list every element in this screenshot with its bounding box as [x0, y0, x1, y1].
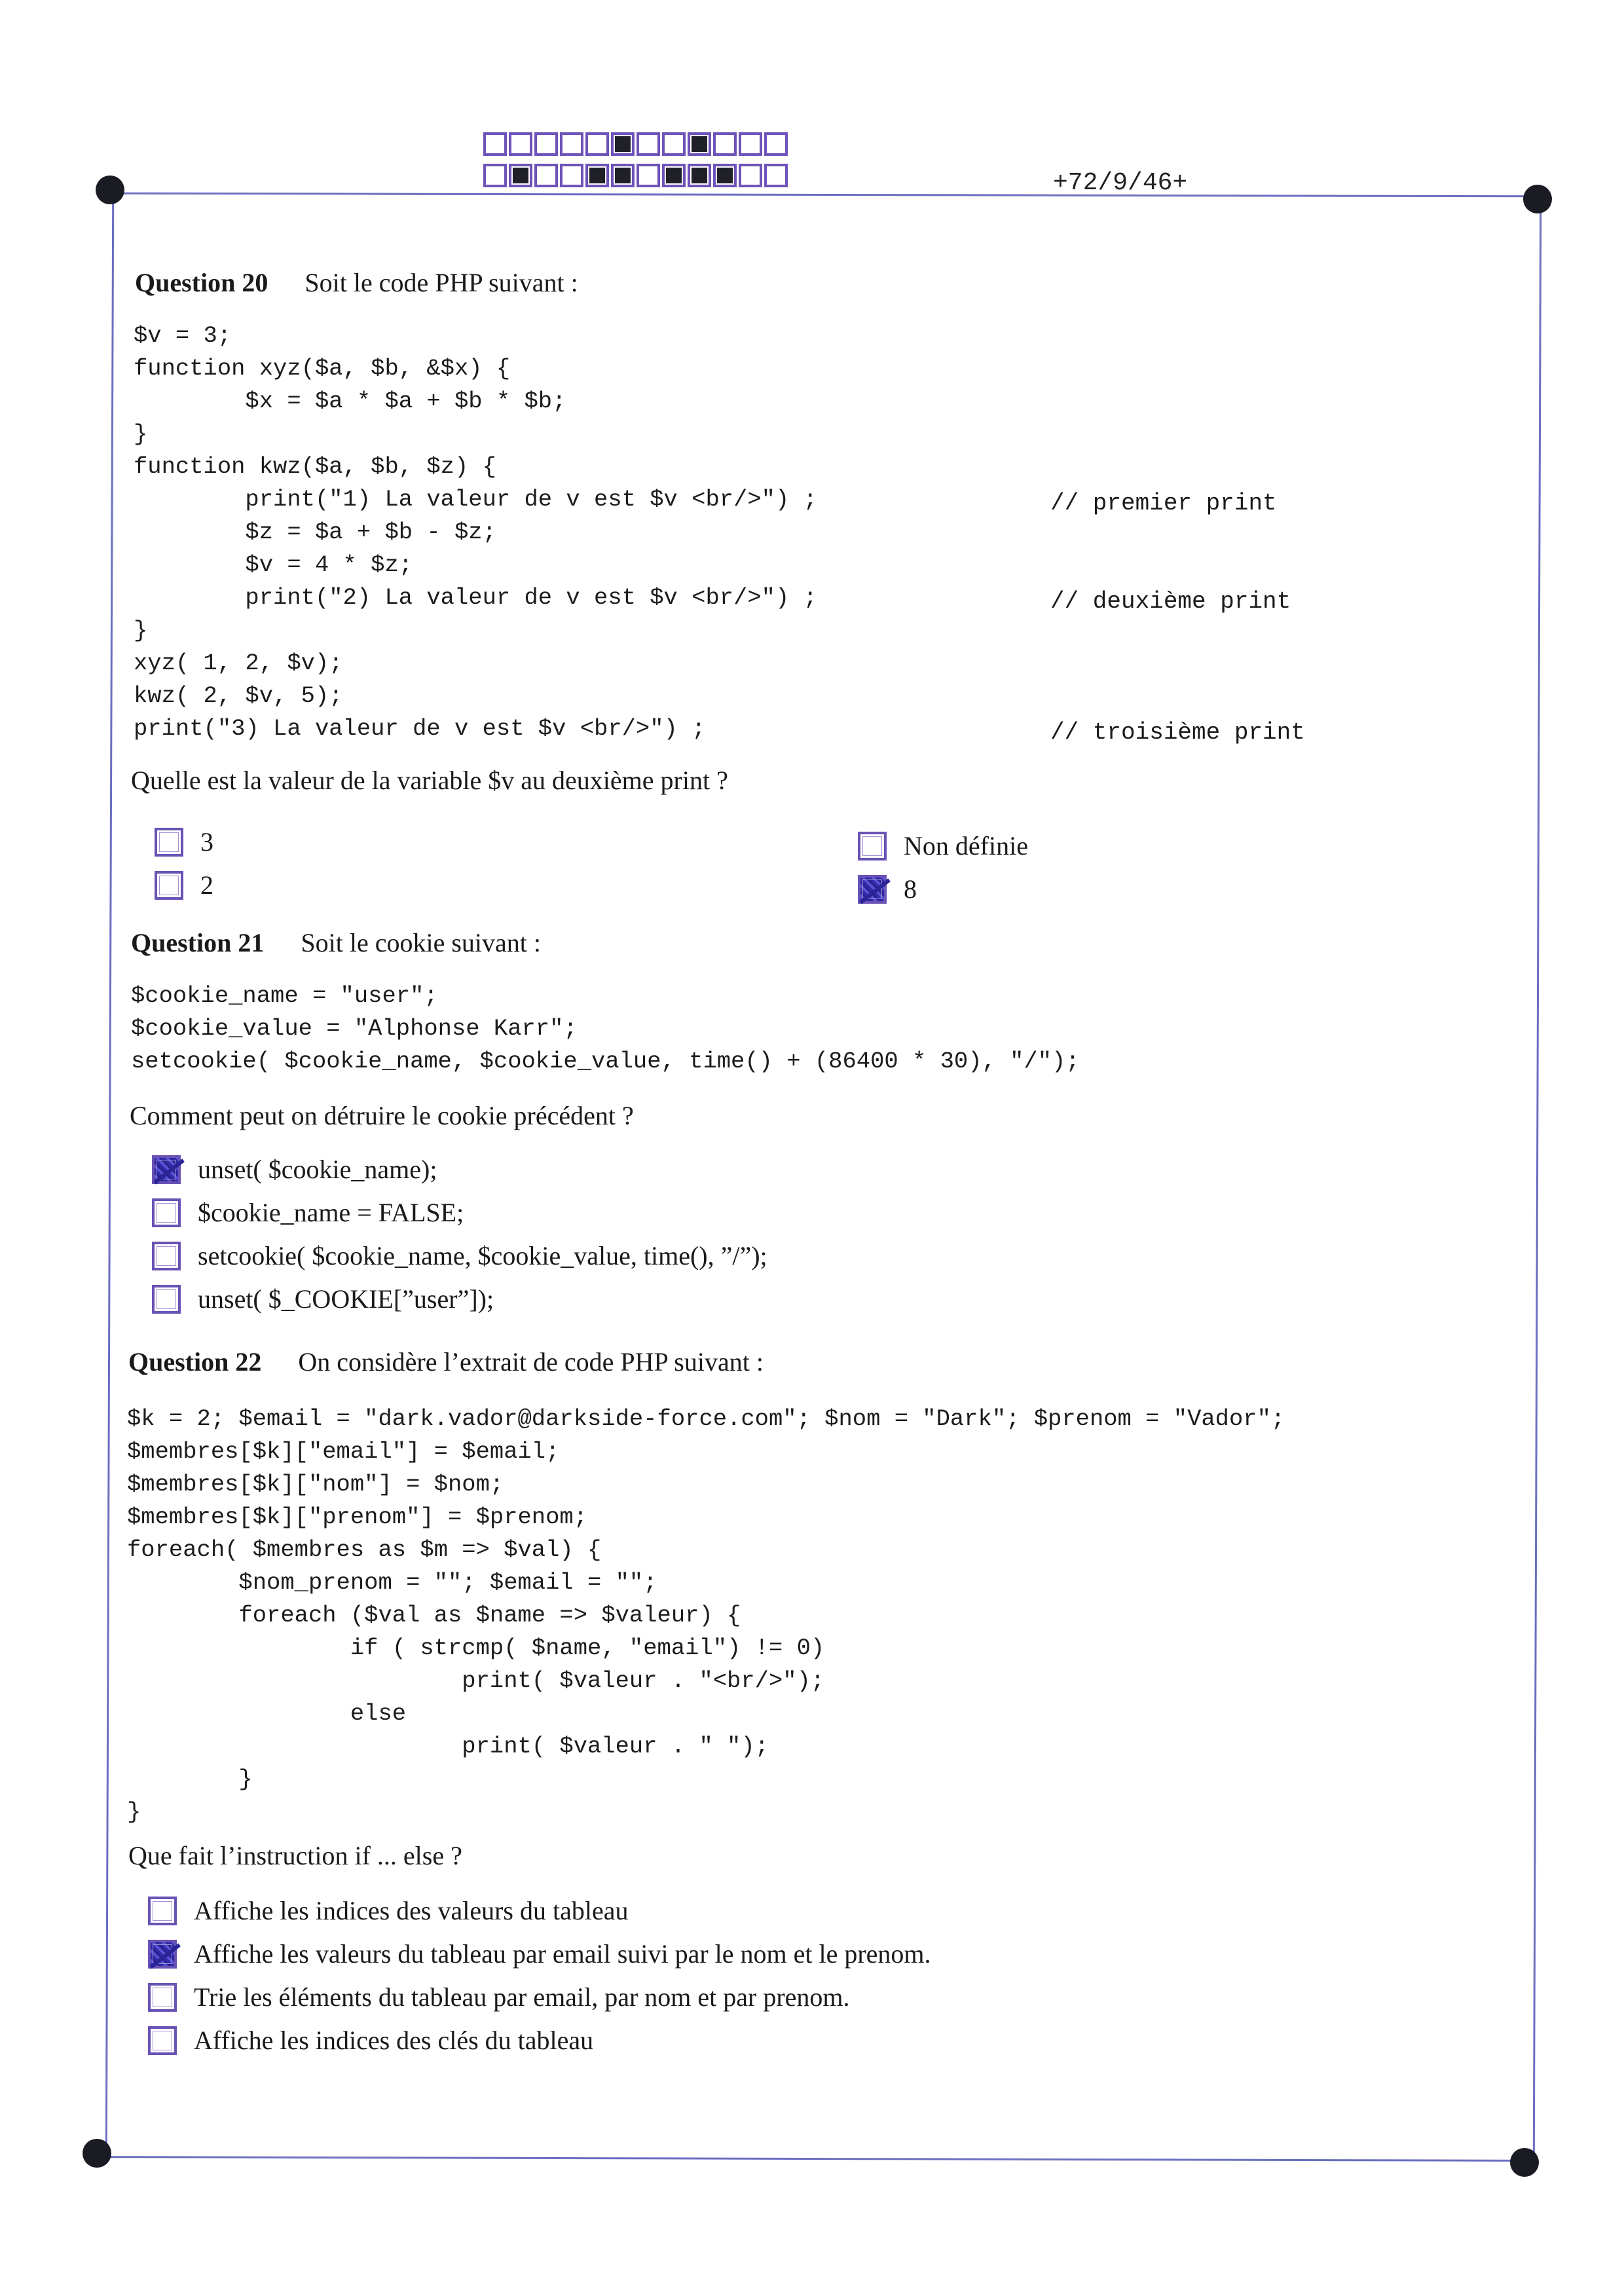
barcode-cell-filled	[713, 164, 737, 187]
barcode-cell-empty	[764, 164, 788, 187]
barcode-bottom	[483, 164, 790, 187]
q21-choice-4[interactable]	[152, 1284, 494, 1314]
q22-intro: On considère l’extrait de code PHP suivant :	[298, 1347, 764, 1377]
corner-mark-bottom-right	[1510, 2148, 1539, 2177]
barcode-cell-empty	[739, 132, 762, 156]
code-line: function kwz($a, $b, $z) {	[134, 453, 496, 480]
q20-code-block	[134, 320, 817, 745]
code-line: $v = 3;	[134, 322, 232, 349]
checkbox[interactable]	[152, 1285, 181, 1314]
barcode-cell-empty	[509, 132, 532, 156]
barcode-cell-filled	[611, 164, 635, 187]
code-line: foreach( $membres as $m => $val) {	[127, 1536, 602, 1563]
code-line: print("3) La valeur de v est $v <br/>") ;	[134, 715, 706, 742]
q22-choice-4[interactable]	[148, 2025, 593, 2056]
page-id: +72/9/46+	[1053, 169, 1188, 197]
choice-label: unset( $_COOKIE[”user”]);	[198, 1284, 494, 1314]
code-line: $z = $a + $b - $z;	[134, 519, 496, 546]
choice-label: Affiche les indices des clés du tableau	[194, 2026, 594, 2055]
code-line: $cookie_value = "Alphonse Karr";	[131, 1015, 578, 1042]
frame-bottom-line	[98, 2156, 1526, 2162]
code-line: foreach ($val as $name => $valeur) {	[127, 1602, 741, 1629]
barcode-cell-empty	[739, 164, 762, 187]
q21-code-block	[131, 980, 1080, 1078]
code-line: $cookie_name = "user";	[131, 982, 438, 1009]
code-line: print( $valeur . "<br/>");	[127, 1667, 825, 1694]
checkbox[interactable]	[152, 1242, 181, 1270]
code-line: xyz( 1, 2, $v);	[134, 650, 343, 676]
q22-code-block	[127, 1403, 1285, 1828]
q20-choice-1[interactable]	[155, 826, 213, 857]
code-line: }	[127, 1798, 141, 1825]
code-line: $membres[$k]["email"] = $email;	[127, 1438, 560, 1465]
barcode-cell-empty	[637, 132, 660, 156]
corner-mark-bottom-left	[83, 2139, 111, 2168]
barcode-cell-filled	[611, 132, 635, 156]
choice-label: $cookie_name = FALSE;	[198, 1198, 464, 1227]
barcode-cell-empty	[560, 164, 583, 187]
code-line: setcookie( $cookie_name, $cookie_value, time() + (86400 * 30), "/");	[131, 1048, 1080, 1075]
code-line: $x = $a * $a + $b * $b;	[134, 388, 566, 415]
code-line: $v = 4 * $z;	[134, 551, 413, 578]
code-line: }	[134, 617, 148, 644]
barcode-cell-empty	[534, 132, 558, 156]
q21-number: Question 21	[131, 928, 265, 957]
q22-choice-2[interactable]	[148, 1938, 931, 1969]
choice-label: 3	[200, 827, 213, 857]
barcode-cell-empty	[534, 164, 558, 187]
choice-label: 2	[200, 870, 213, 900]
q21-choice-3[interactable]	[152, 1240, 767, 1271]
barcode-cell-filled	[509, 164, 532, 187]
code-line: $nom_prenom = ""; $email = "";	[127, 1569, 657, 1596]
barcode-cell-filled	[662, 164, 686, 187]
checkbox-checked[interactable]	[858, 875, 887, 904]
q20-comment-second: // deuxième print	[1050, 588, 1291, 615]
choice-label: unset( $cookie_name);	[198, 1155, 437, 1184]
q20-intro: Soit le code PHP suivant :	[304, 268, 578, 297]
code-line: kwz( 2, $v, 5);	[134, 682, 343, 709]
q21-heading	[131, 927, 541, 958]
checkbox[interactable]	[148, 1983, 177, 2012]
checkbox[interactable]	[152, 1198, 181, 1227]
checkbox[interactable]	[148, 2026, 177, 2055]
code-line: }	[127, 1766, 253, 1792]
choice-label: Affiche les indices des valeurs du tableau	[194, 1896, 629, 1925]
checkbox[interactable]	[155, 871, 183, 900]
checkbox-checked[interactable]	[148, 1940, 177, 1969]
choice-label: Affiche les valeurs du tableau par email suivi par le nom et le prenom.	[194, 1939, 931, 1969]
q21-choice-2[interactable]	[152, 1197, 464, 1228]
q22-question: Que fait l’instruction if ... else ?	[128, 1841, 462, 1870]
barcode-cell-empty	[713, 132, 737, 156]
corner-mark-top-left	[96, 176, 124, 204]
choice-label: Trie les éléments du tableau par email, par nom et par prenom.	[194, 1982, 850, 2012]
choice-label: Non définie	[904, 831, 1028, 861]
choice-label: setcookie( $cookie_name, $cookie_value, time(), ”/”);	[198, 1241, 767, 1270]
code-line: print("1) La valeur de v est $v <br/>") ;	[134, 486, 817, 513]
barcode-cell-filled	[688, 132, 711, 156]
q22-heading	[128, 1346, 764, 1377]
code-line: function xyz($a, $b, &$x) {	[134, 355, 511, 382]
code-line: }	[134, 420, 148, 447]
barcode-top	[483, 132, 790, 156]
barcode-cell-empty	[483, 164, 507, 187]
code-line: else	[127, 1700, 407, 1727]
q20-comment-third: // troisième print	[1050, 719, 1305, 746]
q20-heading	[135, 267, 578, 298]
code-line: $membres[$k]["nom"] = $nom;	[127, 1471, 504, 1498]
checkbox[interactable]	[148, 1897, 177, 1925]
barcode-cell-empty	[637, 164, 660, 187]
checkbox-checked[interactable]	[152, 1155, 181, 1184]
barcode-cell-filled	[688, 164, 711, 187]
code-line: if ( strcmp( $name, "email") != 0)	[127, 1635, 825, 1661]
q21-choice-1[interactable]	[152, 1154, 437, 1185]
code-line: print("2) La valeur de v est $v <br/>") ;	[134, 584, 817, 611]
barcode-cell-filled	[585, 164, 609, 187]
barcode-cell-empty	[764, 132, 788, 156]
barcode-cell-empty	[483, 132, 507, 156]
choice-label: 8	[904, 874, 917, 904]
corner-mark-top-right	[1523, 185, 1552, 213]
q20-question: Quelle est la valeur de la variable $v au deuxième print ?	[131, 766, 728, 795]
code-line: print( $valeur . " ");	[127, 1733, 769, 1760]
q20-choice-2[interactable]	[155, 870, 213, 900]
q22-choice-3[interactable]	[148, 1982, 850, 2012]
frame-top-line	[111, 193, 1538, 198]
barcode-cell-empty	[560, 132, 583, 156]
q20-number: Question 20	[135, 268, 268, 297]
frame-right-line	[1533, 200, 1541, 2160]
barcode-cell-empty	[662, 132, 686, 156]
q21-question: Comment peut on détruire le cookie précédent ?	[130, 1101, 634, 1130]
code-line: $membres[$k]["prenom"] = $prenom;	[127, 1504, 588, 1530]
q20-comment-first: // premier print	[1050, 490, 1277, 517]
q21-intro: Soit le cookie suivant :	[301, 928, 541, 957]
q20-choice-3[interactable]	[858, 830, 1028, 861]
code-line: $k = 2; $email = "dark.vador@darkside-force.com"; $nom = "Dark"; $prenom = "Vador";	[127, 1405, 1285, 1432]
checkbox[interactable]	[858, 832, 887, 861]
q22-choice-1[interactable]	[148, 1895, 628, 1926]
q22-number: Question 22	[128, 1347, 262, 1377]
frame-left-line	[105, 194, 114, 2158]
checkbox[interactable]	[155, 828, 183, 857]
barcode-cell-empty	[585, 132, 609, 156]
q20-choice-4[interactable]	[858, 874, 917, 904]
